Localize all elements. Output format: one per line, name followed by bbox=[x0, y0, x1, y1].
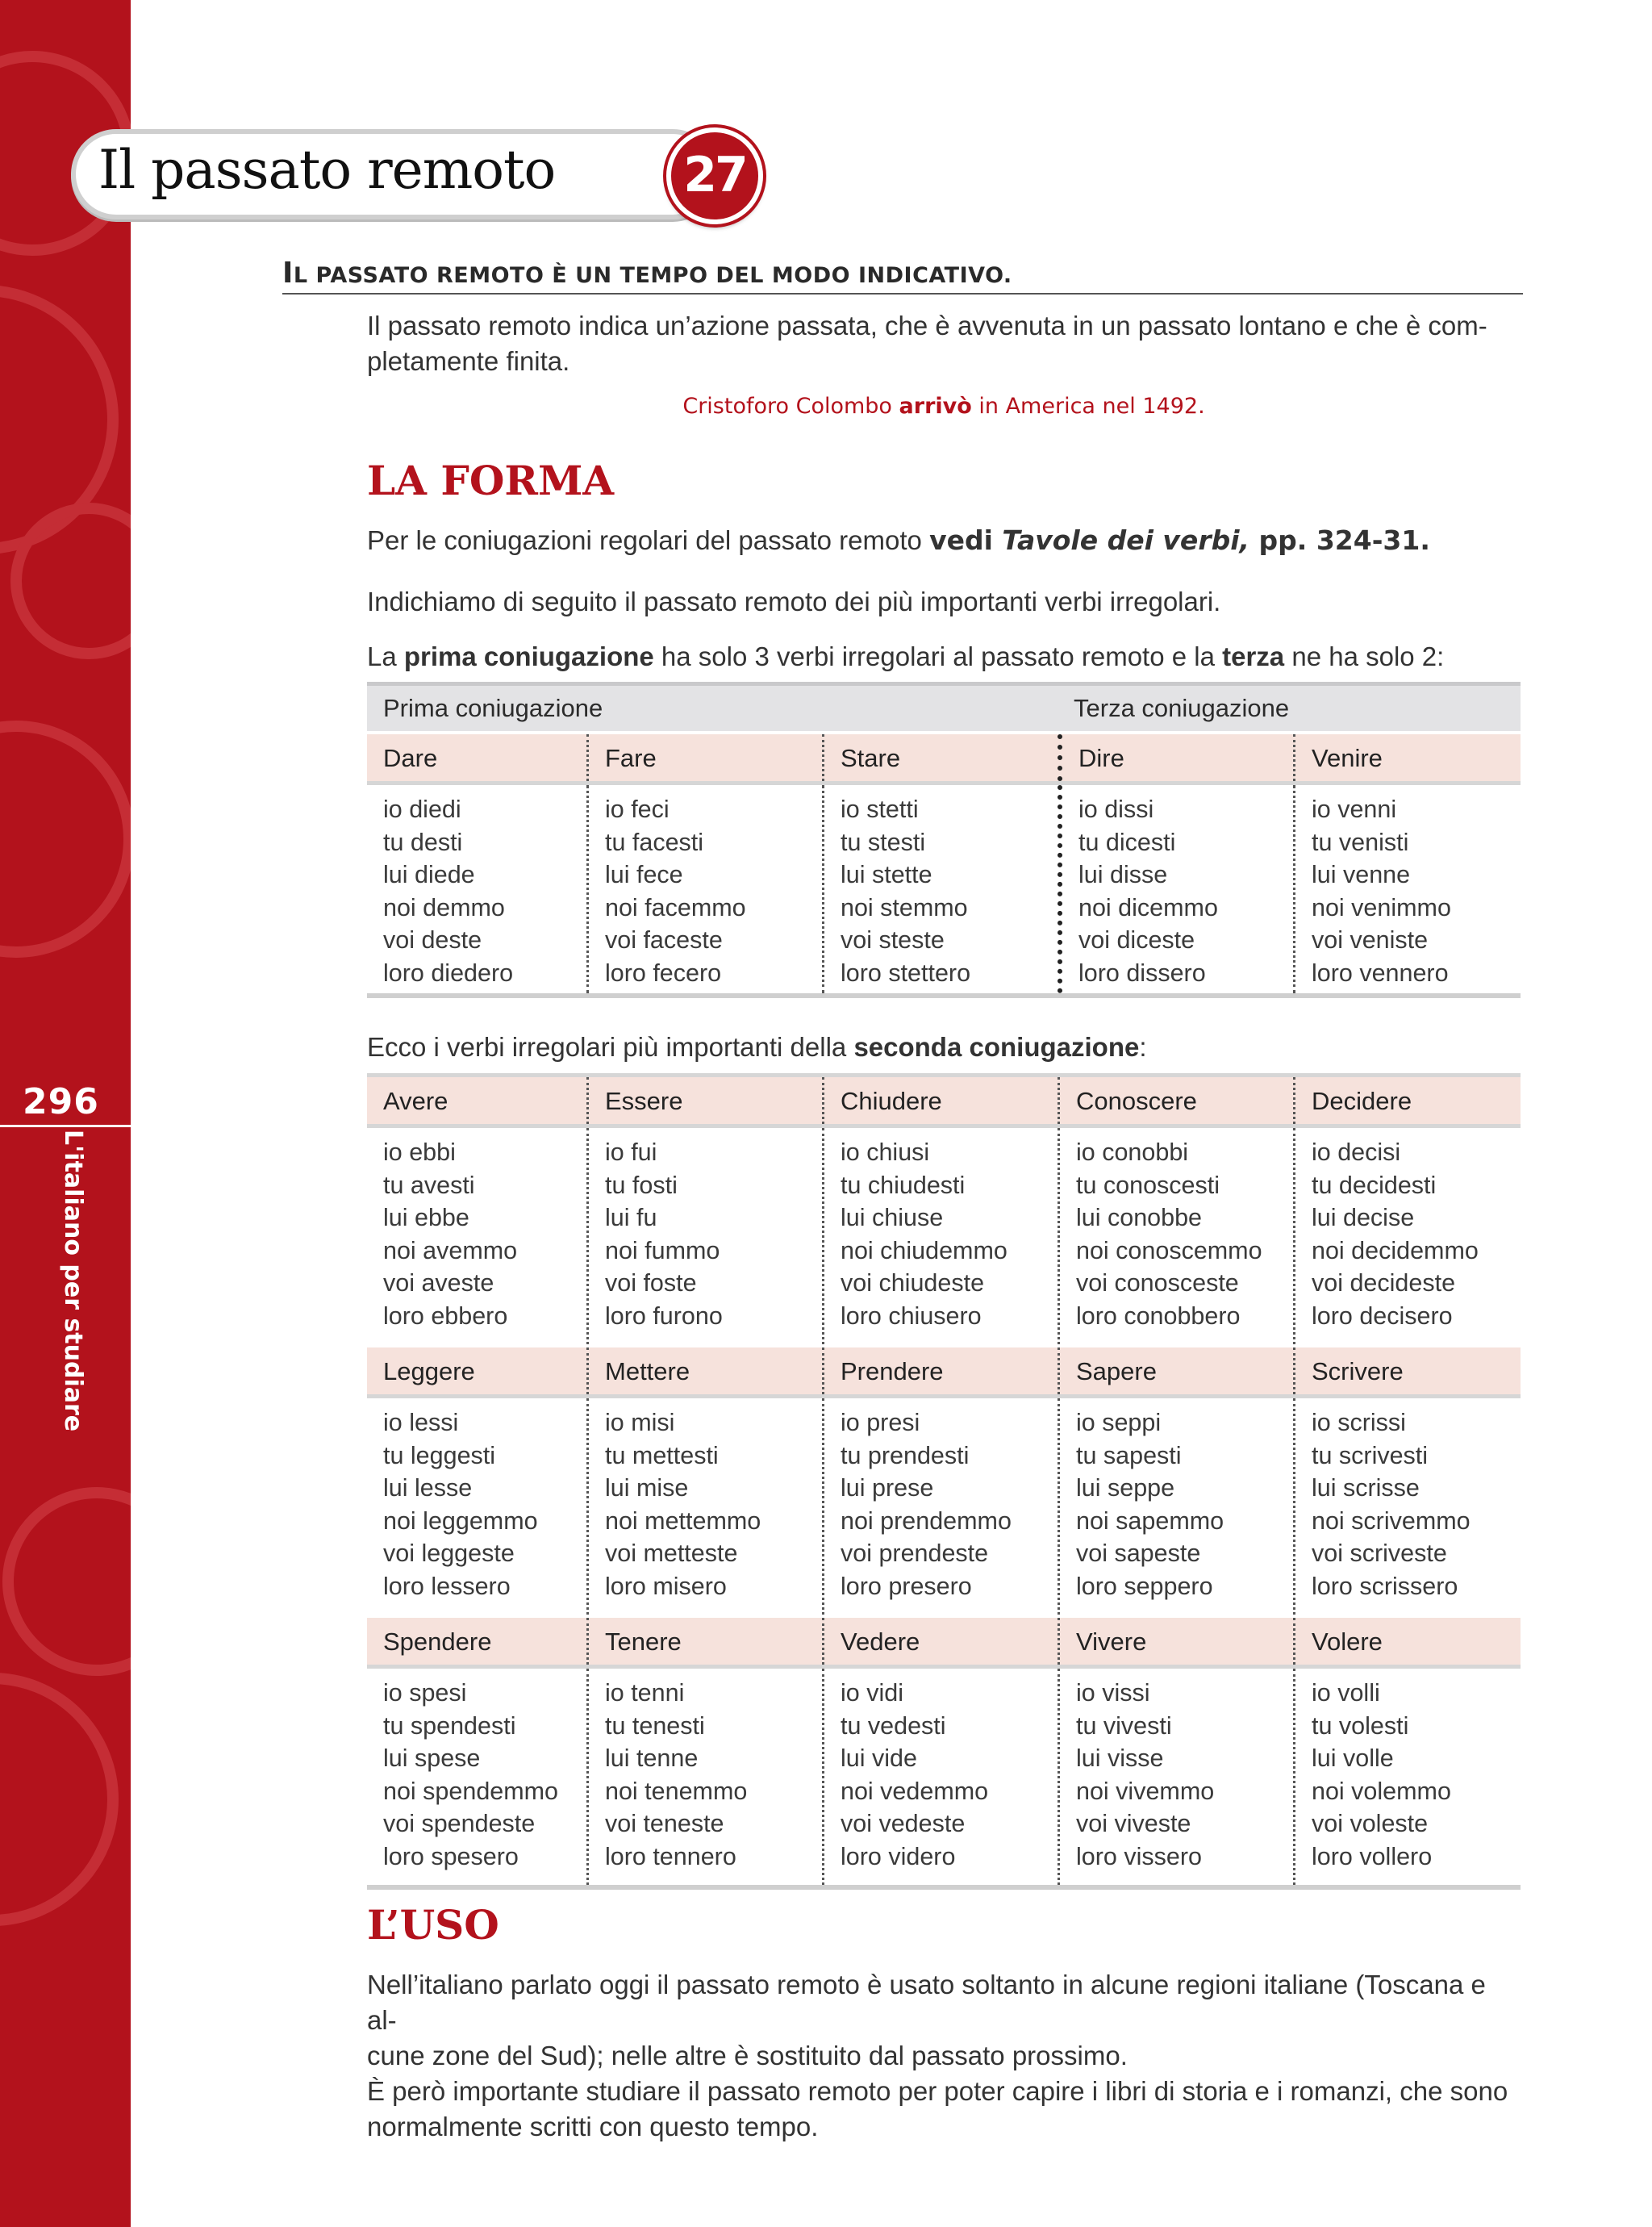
form: lui conobbe bbox=[1076, 1204, 1203, 1231]
forma-text: ha solo 3 verbi irregolari al passato remoto e la bbox=[653, 641, 1223, 671]
verb-header: Spendere bbox=[383, 1627, 492, 1656]
form: tu volesti bbox=[1312, 1711, 1409, 1740]
forma-italic: Tavole dei verbi, bbox=[1002, 524, 1250, 556]
form: voi foste bbox=[605, 1269, 697, 1297]
section-heading-forma: LA FORMA bbox=[367, 457, 615, 504]
form: io spesi bbox=[383, 1679, 467, 1707]
form: io feci bbox=[605, 796, 670, 823]
uso-paragraph bbox=[367, 1967, 1521, 2145]
form: io tenni bbox=[605, 1679, 685, 1707]
definition-text: L PASSATO REMOTO È UN TEMPO DEL MODO INDICATIVO. bbox=[293, 263, 1012, 288]
table-second bbox=[367, 1073, 1521, 1890]
form: lui fece bbox=[605, 861, 683, 888]
side-label bbox=[59, 1130, 87, 1432]
form: io ebbi bbox=[383, 1139, 456, 1166]
form: lui visse bbox=[1076, 1744, 1164, 1772]
forma-paragraph-2: Indichiamo di seguito il passato remoto dei più importanti verbi irregolari. bbox=[367, 587, 1221, 616]
form: tu spendesti bbox=[383, 1711, 516, 1740]
form: io diedi bbox=[383, 796, 461, 823]
form: voi conosceste bbox=[1076, 1269, 1239, 1297]
form: noi scrivemmo bbox=[1312, 1506, 1471, 1535]
verb-header: Leggere bbox=[383, 1357, 475, 1385]
form: lui spese bbox=[383, 1744, 481, 1772]
verb-header: Venire bbox=[1293, 734, 1521, 781]
verb-header: Fare bbox=[586, 734, 822, 781]
form: noi sapemmo bbox=[1076, 1506, 1224, 1535]
form: voi faceste bbox=[605, 926, 723, 954]
form: tu leggesti bbox=[383, 1441, 496, 1469]
conjugation-cell bbox=[822, 1398, 1058, 1615]
form: tu venisti bbox=[1312, 828, 1409, 856]
form: noi facemmo bbox=[605, 893, 746, 921]
group-third: Terza coniugazione bbox=[1074, 694, 1290, 722]
form: lui fu bbox=[605, 1204, 657, 1231]
verb-header-row bbox=[367, 1615, 1521, 1669]
chapter-title: Il passato remoto bbox=[98, 139, 556, 201]
form: noi avemmo bbox=[383, 1236, 518, 1264]
form: tu prendesti bbox=[841, 1441, 970, 1469]
conjugation-cell bbox=[1293, 785, 1521, 993]
form: tu stesti bbox=[841, 828, 926, 856]
page-number: 296 bbox=[23, 1081, 99, 1122]
conjugation-cell bbox=[1293, 1669, 1521, 1885]
form: loro lessero bbox=[383, 1572, 511, 1600]
form: voi decideste bbox=[1312, 1269, 1456, 1297]
forma-bold: terza bbox=[1222, 641, 1285, 671]
conjugation-cell bbox=[586, 1398, 822, 1615]
form: tu mettesti bbox=[605, 1441, 719, 1469]
verb-header: Stare bbox=[822, 734, 1058, 781]
form: voi aveste bbox=[383, 1269, 494, 1297]
form: noi leggemmo bbox=[383, 1506, 538, 1535]
verb-header: Dire bbox=[1058, 734, 1293, 781]
table-first-third bbox=[367, 682, 1521, 998]
conjugation-cell bbox=[367, 785, 586, 993]
verb-header: Scrivere bbox=[1293, 1347, 1521, 1394]
verb-header: Vivere bbox=[1058, 1618, 1293, 1665]
form: tu scrivesti bbox=[1312, 1441, 1429, 1469]
form: noi chiudemmo bbox=[841, 1236, 1007, 1264]
form: noi vedemmo bbox=[841, 1777, 989, 1805]
form: lui tenne bbox=[605, 1744, 699, 1772]
band-divider bbox=[0, 1125, 131, 1127]
form: lui scrisse bbox=[1312, 1474, 1420, 1502]
form: lui diede bbox=[383, 861, 475, 888]
form: io scrissi bbox=[1312, 1409, 1406, 1436]
form: noi spendemmo bbox=[383, 1777, 559, 1805]
intro-line: pletamente finita. bbox=[367, 346, 570, 376]
verb-header: Mettere bbox=[586, 1347, 822, 1394]
forma-paragraph-1 bbox=[367, 523, 1521, 558]
form: lui mise bbox=[605, 1474, 689, 1502]
example-text: Cristoforo Colombo bbox=[682, 394, 899, 419]
form: tu avesti bbox=[383, 1171, 475, 1199]
form: voi diceste bbox=[1078, 926, 1195, 954]
conjugation-cell bbox=[367, 1398, 586, 1615]
conjugation-cell bbox=[1293, 1398, 1521, 1615]
form: io presi bbox=[841, 1409, 920, 1436]
form: voi veniste bbox=[1312, 926, 1429, 954]
forma-bold: prima coniugazione bbox=[403, 641, 654, 671]
example-text: in America nel 1492. bbox=[971, 394, 1205, 419]
form: noi prendemmo bbox=[841, 1506, 1012, 1535]
second-bold: seconda coniugazione bbox=[853, 1032, 1140, 1062]
form: tu dicesti bbox=[1078, 828, 1176, 856]
form: loro vissero bbox=[1076, 1842, 1202, 1870]
conjugation-cell bbox=[1058, 1669, 1293, 1885]
conjugation-cell bbox=[822, 785, 1058, 993]
uso-line: Nell’italiano parlato oggi il passato remoto è usato soltanto in alcune regioni italiane (Toscana e al- bbox=[367, 1970, 1486, 2035]
table-bottom-rule bbox=[367, 993, 1521, 998]
form: tu desti bbox=[383, 828, 463, 856]
side-label-text: L'italiano per studiare bbox=[59, 1130, 87, 1432]
verb-header: Conoscere bbox=[1058, 1077, 1293, 1124]
form: io stetti bbox=[841, 796, 919, 823]
form: io vissi bbox=[1076, 1679, 1150, 1707]
form: loro misero bbox=[605, 1572, 727, 1600]
form: lui vide bbox=[841, 1744, 917, 1772]
form: tu vedesti bbox=[841, 1711, 946, 1740]
form: io dissi bbox=[1078, 796, 1154, 823]
form: tu conoscesti bbox=[1076, 1171, 1220, 1199]
conjugation-row bbox=[367, 785, 1521, 993]
form: io vidi bbox=[841, 1679, 903, 1707]
form: loro fecero bbox=[605, 959, 722, 987]
form: voi viveste bbox=[1076, 1810, 1191, 1837]
forma-pages: pp. 324-31. bbox=[1249, 524, 1430, 556]
verb-header: Dare bbox=[383, 744, 438, 772]
form: io volli bbox=[1312, 1679, 1380, 1707]
form: noi vivemmo bbox=[1076, 1777, 1215, 1805]
definition-heading bbox=[282, 257, 1523, 295]
forma-bold: vedi bbox=[929, 524, 1003, 556]
verb-header: Tenere bbox=[586, 1618, 822, 1665]
form: tu sapesti bbox=[1076, 1441, 1182, 1469]
form: loro tennero bbox=[605, 1842, 736, 1870]
form: loro conobbero bbox=[1076, 1302, 1241, 1330]
table-bottom-rule bbox=[367, 1885, 1521, 1890]
form: tu facesti bbox=[605, 828, 704, 856]
section-heading-uso: L’USO bbox=[367, 1901, 499, 1949]
forma-text: ne ha solo 2: bbox=[1284, 641, 1445, 671]
form: tu chiudesti bbox=[841, 1171, 966, 1199]
conjugation-cell bbox=[367, 1128, 586, 1344]
form: loro diedero bbox=[383, 959, 514, 987]
conjugation-cell bbox=[1293, 1128, 1521, 1344]
form: lui prese bbox=[841, 1474, 934, 1502]
form: noi mettemmo bbox=[605, 1506, 761, 1535]
side-band bbox=[0, 0, 131, 2227]
form: io chiusi bbox=[841, 1139, 930, 1166]
form: io misi bbox=[605, 1409, 675, 1436]
form: voi vedeste bbox=[841, 1810, 966, 1837]
conjugation-row bbox=[367, 1398, 1521, 1615]
form: loro spesero bbox=[383, 1842, 519, 1870]
form: loro ebbero bbox=[383, 1302, 508, 1330]
form: lui disse bbox=[1078, 861, 1168, 888]
form: voi steste bbox=[841, 926, 945, 954]
form: loro videro bbox=[841, 1842, 956, 1870]
conjugation-row bbox=[367, 1669, 1521, 1885]
form: tu fosti bbox=[605, 1171, 678, 1199]
forma-text: La bbox=[367, 641, 404, 671]
form: loro presero bbox=[841, 1572, 972, 1600]
uso-line: cune zone del Sud); nelle altre è sostituito dal passato prossimo. bbox=[367, 2041, 1128, 2070]
form: noi decidemmo bbox=[1312, 1236, 1479, 1264]
form: lui volle bbox=[1312, 1744, 1394, 1772]
verb-header: Chiudere bbox=[822, 1077, 1058, 1124]
conjugation-cell bbox=[822, 1128, 1058, 1344]
form: loro chiusero bbox=[841, 1302, 982, 1330]
conjugation-cell bbox=[586, 785, 822, 993]
form: voi leggeste bbox=[383, 1540, 515, 1567]
form: tu decidesti bbox=[1312, 1171, 1437, 1199]
intro-line: Il passato remoto indica un’azione passata, che è avvenuta in un passato lontano e che è com- bbox=[367, 311, 1487, 341]
group-first: Prima coniugazione bbox=[383, 694, 603, 722]
chapter-number-badge: 27 bbox=[666, 127, 763, 224]
verb-header: Avere bbox=[383, 1087, 448, 1115]
form: tu vivesti bbox=[1076, 1711, 1172, 1740]
group-header-row bbox=[367, 682, 1521, 731]
form: voi sapeste bbox=[1076, 1540, 1201, 1567]
definition-first-letter: I bbox=[282, 257, 294, 290]
form: voi prendeste bbox=[841, 1540, 989, 1567]
form: loro dissero bbox=[1078, 959, 1206, 987]
forma-text: Per le coniugazioni regolari del passato remoto bbox=[367, 525, 930, 555]
form: loro vollero bbox=[1312, 1842, 1433, 1870]
form: voi teneste bbox=[605, 1810, 724, 1837]
example-verb: arrivò bbox=[899, 394, 972, 419]
form: io seppi bbox=[1076, 1409, 1162, 1436]
form: loro stettero bbox=[841, 959, 971, 987]
form: tu tenesti bbox=[605, 1711, 705, 1740]
form: voi metteste bbox=[605, 1540, 738, 1567]
conjugation-cell bbox=[822, 1669, 1058, 1885]
form: noi conoscemmo bbox=[1076, 1236, 1262, 1264]
form: voi voleste bbox=[1312, 1810, 1429, 1837]
intro-paragraph bbox=[367, 308, 1521, 379]
conjugation-cell bbox=[367, 1669, 586, 1885]
form: lui chiuse bbox=[841, 1204, 944, 1231]
form: noi dicemmo bbox=[1078, 893, 1218, 921]
second-conj-intro bbox=[367, 1030, 1521, 1065]
chapter-title-box bbox=[71, 129, 718, 219]
conjugation-cell bbox=[1058, 1398, 1293, 1615]
form: io conobbi bbox=[1076, 1139, 1189, 1166]
verb-header-row bbox=[367, 1344, 1521, 1398]
form: noi tenemmo bbox=[605, 1777, 748, 1805]
uso-line: normalmente scritti con questo tempo. bbox=[367, 2112, 819, 2141]
form: lui venne bbox=[1312, 861, 1411, 888]
form: io fui bbox=[605, 1139, 657, 1166]
verb-header: Essere bbox=[586, 1077, 822, 1124]
verb-header-row bbox=[367, 1073, 1521, 1128]
example-sentence bbox=[367, 394, 1521, 419]
verb-header: Sapere bbox=[1058, 1347, 1293, 1394]
form: noi demmo bbox=[383, 893, 505, 921]
verb-header: Vedere bbox=[822, 1618, 1058, 1665]
form: lui stette bbox=[841, 861, 932, 888]
form: loro decisero bbox=[1312, 1302, 1453, 1330]
form: loro furono bbox=[605, 1302, 723, 1330]
form: noi venimmo bbox=[1312, 893, 1451, 921]
form: loro scrissero bbox=[1312, 1572, 1458, 1600]
conjugation-row bbox=[367, 1128, 1521, 1344]
forma-paragraph-3 bbox=[367, 639, 1521, 675]
form: io venni bbox=[1312, 796, 1397, 823]
form: loro vennero bbox=[1312, 959, 1449, 987]
form: voi chiudeste bbox=[841, 1269, 985, 1297]
form: voi deste bbox=[383, 926, 482, 954]
form: lui lesse bbox=[383, 1474, 473, 1502]
form: voi spendeste bbox=[383, 1810, 536, 1837]
form: loro seppero bbox=[1076, 1572, 1213, 1600]
verb-header-row bbox=[367, 731, 1521, 785]
form: lui decise bbox=[1312, 1204, 1415, 1231]
conjugation-cell bbox=[1058, 785, 1293, 993]
form: voi scriveste bbox=[1312, 1540, 1447, 1567]
conjugation-cell bbox=[586, 1128, 822, 1344]
form: noi stemmo bbox=[841, 893, 968, 921]
second-text: : bbox=[1139, 1032, 1147, 1062]
form: io decisi bbox=[1312, 1139, 1401, 1166]
verb-header: Prendere bbox=[822, 1347, 1058, 1394]
form: lui seppe bbox=[1076, 1474, 1175, 1502]
uso-line: È però importante studiare il passato remoto per poter capire i libri di storia e i romanzi, che sono bbox=[367, 2076, 1508, 2106]
form: lui ebbe bbox=[383, 1204, 469, 1231]
verb-header: Decidere bbox=[1293, 1077, 1521, 1124]
form: io lessi bbox=[383, 1409, 459, 1436]
conjugation-cell bbox=[586, 1669, 822, 1885]
second-text: Ecco i verbi irregolari più importanti della bbox=[367, 1032, 854, 1062]
verb-header: Volere bbox=[1293, 1618, 1521, 1665]
form: noi fummo bbox=[605, 1236, 720, 1264]
conjugation-cell bbox=[1058, 1128, 1293, 1344]
form: noi volemmo bbox=[1312, 1777, 1451, 1805]
